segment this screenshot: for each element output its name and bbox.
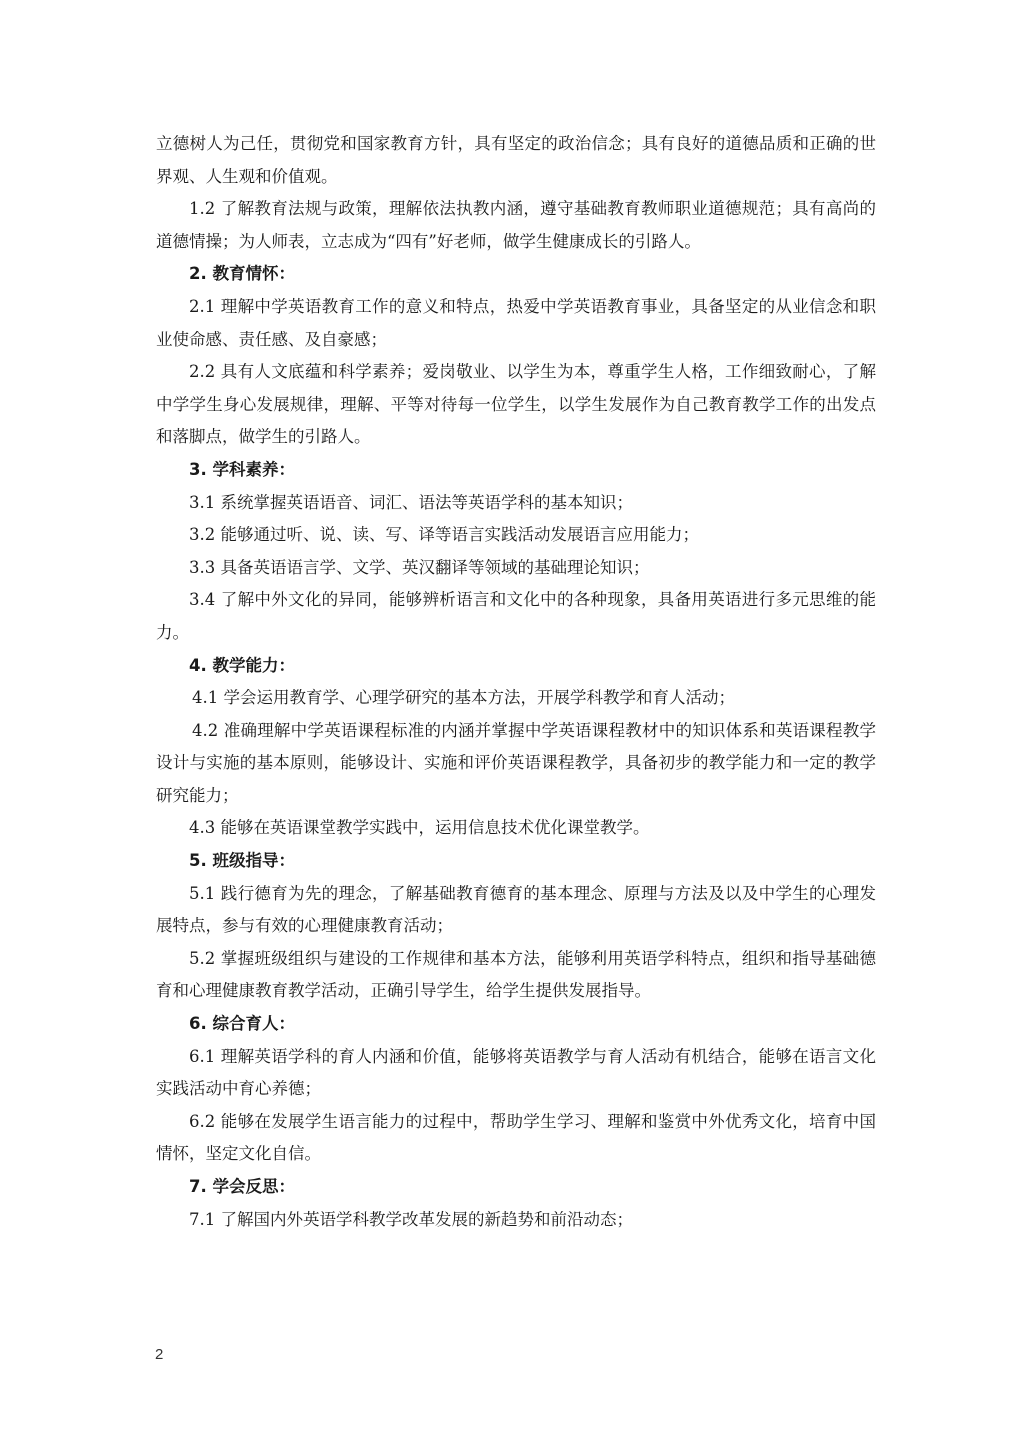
section-heading: 4. 教学能力： xyxy=(189,655,295,675)
section-heading: 2. 教育情怀： xyxy=(189,264,295,284)
paragraph: 3.1 系统掌握英语语音、词汇、语法等英语学科的基本知识； xyxy=(189,492,633,512)
paragraph: 1.2 了解教育法规与政策，理解依法执教内涵，遵守基础教育教师职业道德规范；具有高尚的道德情操；为人师表，立志成为“四有”好老师，做学生健康成长的引路人。 xyxy=(156,199,876,251)
paragraph: 2.2 具有人文底蕴和科学素养；爱岗敬业、以学生为本，尊重学生人格，工作细致耐心，了解中学学生身心发展规律，理解、平等对待每一位学生，以学生发展作为自己教育教学工作的出发点和落脚点，做学生的引路人。 xyxy=(156,362,876,447)
paragraph: 6.1 理解英语学科的育人内涵和价值，能够将英语教学与育人活动有机结合，能够在语言文化实践活动中育心养德； xyxy=(156,1046,876,1099)
paragraph: 7.1 了解国内外英语学科教学改革发展的新趋势和前沿动态； xyxy=(189,1209,633,1229)
paragraph: 2.1 理解中学英语教育工作的意义和特点，热爱中学英语教育事业，具备坚定的从业信念和职业使命感、责任感、及自豪感； xyxy=(156,296,876,349)
section-heading: 7. 学会反思： xyxy=(189,1177,295,1196)
section-heading: 3. 学科素养： xyxy=(189,459,295,479)
paragraph: 3.3 具备英语语言学、文学、英汉翻译等领域的基础理论知识； xyxy=(189,557,650,577)
paragraph: 4.2 准确理解中学英语课程标准的内涵并掌握中学英语课程教材中的知识体系和英语课程教学设计与实施的基本原则，能够设计、实施和评价英语课程教学，具备初步的教学能力和一定的教学研究能力； xyxy=(156,720,876,805)
section-heading: 5. 班级指导： xyxy=(189,851,295,871)
document-body xyxy=(156,128,876,1236)
paragraph: 立德树人为己任，贯彻党和国家教育方针，具有坚定的政治信念；具有良好的道德品质和正确的世界观、人生观和价值观。 xyxy=(156,134,876,186)
paragraph: 5.2 掌握班级组织与建设的工作规律和基本方法，能够利用英语学科特点，组织和指导基础德育和心理健康教育教学活动，正确引导学生，给学生提供发展指导。 xyxy=(156,948,876,1001)
paragraph: 4.3 能够在英语课堂教学实践中，运用信息技术优化课堂教学。 xyxy=(189,818,650,838)
paragraph: 4.1 学会运用教育学、心理学研究的基本方法，开展学科教学和育人活动； xyxy=(192,688,735,708)
paragraph: 3.4 了解中外文化的异同，能够辨析语言和文化中的各种现象，具备用英语进行多元思维的能力。 xyxy=(156,590,876,642)
page-number: 2 xyxy=(155,1346,164,1363)
paragraph: 3.2 能够通过听、说、读、写、译等语言实践活动发展语言应用能力； xyxy=(189,525,699,545)
paragraph: 6.2 能够在发展学生语言能力的过程中，帮助学生学习、理解和鉴赏中外优秀文化，培育中国情怀，坚定文化自信。 xyxy=(156,1111,876,1164)
paragraph: 5.1 践行德育为先的理念，了解基础教育德育的基本理念、原理与方法及以及中学生的心理发展特点，参与有效的心理健康教育活动； xyxy=(156,883,876,936)
section-heading: 6. 综合育人： xyxy=(189,1014,295,1034)
